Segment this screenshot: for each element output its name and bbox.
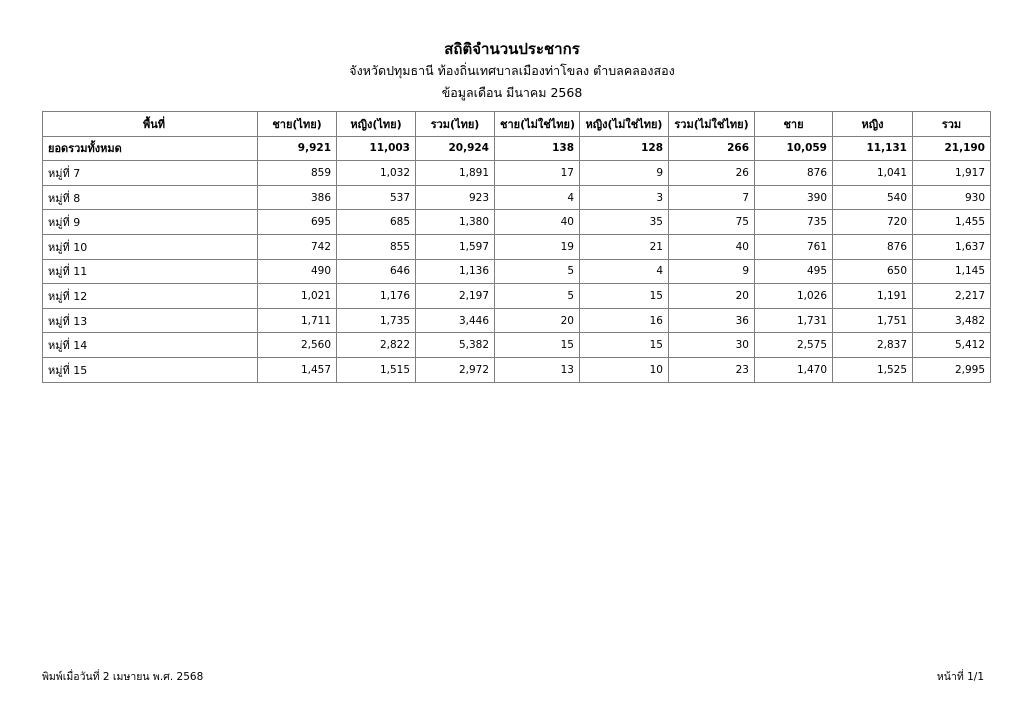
table-cell: 1,380 [416, 210, 495, 235]
column-header-female-nonthai: หญิง(ไม่ใช่ไทย) [580, 112, 669, 137]
table-row [43, 333, 991, 358]
table-cell: 1,455 [913, 210, 991, 235]
table-cell: 30 [669, 333, 755, 358]
table-cell: 1,457 [258, 357, 337, 382]
table-cell: 19 [495, 234, 580, 259]
table-cell: 7 [669, 185, 755, 210]
table-cell: 1,470 [755, 357, 833, 382]
table-cell: 1,597 [416, 234, 495, 259]
total-label: ยอดรวมทั้งหมด [43, 136, 258, 161]
total-row [43, 136, 991, 161]
table-cell: 1,515 [337, 357, 416, 382]
column-header-male-nonthai: ชาย(ไม่ใช่ไทย) [495, 112, 580, 137]
table-cell: 20 [495, 308, 580, 333]
table-cell: 1,525 [833, 357, 913, 382]
table-cell: 5 [495, 284, 580, 309]
table-cell: 2,972 [416, 357, 495, 382]
table-cell: 1,735 [337, 308, 416, 333]
table-cell: 15 [495, 333, 580, 358]
table-cell: 923 [416, 185, 495, 210]
table-cell: 26 [669, 161, 755, 186]
table-cell: 1,637 [913, 234, 991, 259]
table-cell: 40 [669, 234, 755, 259]
table-cell: 75 [669, 210, 755, 235]
table-cell: 36 [669, 308, 755, 333]
table-cell: 930 [913, 185, 991, 210]
table-cell: 1,041 [833, 161, 913, 186]
table-cell: 2,995 [913, 357, 991, 382]
table-cell: 720 [833, 210, 913, 235]
table-cell: 490 [258, 259, 337, 284]
table-cell: 11,003 [337, 136, 416, 161]
table-cell: 35 [580, 210, 669, 235]
table-cell: 20 [669, 284, 755, 309]
table-cell: 16 [580, 308, 669, 333]
location-subtitle: จังหวัดปทุมธานี ท้องถิ่นเทศบาลเมืองท่าโขลง ตำบลคลองสอง [349, 63, 675, 78]
table-cell: 2,575 [755, 333, 833, 358]
table-cell: 390 [755, 185, 833, 210]
table-cell: 10 [580, 357, 669, 382]
table-cell: 761 [755, 234, 833, 259]
period-subtitle: ข้อมูลเดือน มีนาคม 2568 [441, 85, 583, 100]
table-cell: 5,382 [416, 333, 495, 358]
table-cell: 13 [495, 357, 580, 382]
table-cell: 23 [669, 357, 755, 382]
table-cell: 1,711 [258, 308, 337, 333]
table-cell: 1,026 [755, 284, 833, 309]
table-header-row [43, 112, 991, 137]
table-cell: 9 [669, 259, 755, 284]
table-row [43, 210, 991, 235]
table-row [43, 185, 991, 210]
table-cell: 138 [495, 136, 580, 161]
table-cell: 876 [833, 234, 913, 259]
table-cell: 855 [337, 234, 416, 259]
table-cell: 3 [580, 185, 669, 210]
table-cell: 1,032 [337, 161, 416, 186]
table-row [43, 234, 991, 259]
table-cell: 1,145 [913, 259, 991, 284]
page-number: หน้าที่ 1/1 [936, 671, 984, 683]
table-cell: 21 [580, 234, 669, 259]
column-header-total-thai: รวม(ไทย) [416, 112, 495, 137]
area-label: หมู่ที่ 15 [43, 357, 258, 382]
page-header [0, 38, 1024, 104]
area-label: หมู่ที่ 7 [43, 161, 258, 186]
table-cell: 540 [833, 185, 913, 210]
table-cell: 1,751 [833, 308, 913, 333]
table-cell: 1,191 [833, 284, 913, 309]
table-row [43, 284, 991, 309]
table-cell: 685 [337, 210, 416, 235]
table-cell: 2,822 [337, 333, 416, 358]
table-cell: 10,059 [755, 136, 833, 161]
table-cell: 4 [580, 259, 669, 284]
area-label: หมู่ที่ 13 [43, 308, 258, 333]
table-cell: 11,131 [833, 136, 913, 161]
area-label: หมู่ที่ 11 [43, 259, 258, 284]
table-cell: 735 [755, 210, 833, 235]
table-cell: 20,924 [416, 136, 495, 161]
table-cell: 21,190 [913, 136, 991, 161]
area-label: หมู่ที่ 12 [43, 284, 258, 309]
population-table [42, 111, 991, 383]
table-cell: 646 [337, 259, 416, 284]
table-cell: 1,021 [258, 284, 337, 309]
table-cell: 1,917 [913, 161, 991, 186]
table-cell: 9,921 [258, 136, 337, 161]
area-label: หมู่ที่ 10 [43, 234, 258, 259]
table-cell: 2,837 [833, 333, 913, 358]
column-header-area: พื้นที่ [43, 112, 258, 137]
table-cell: 128 [580, 136, 669, 161]
table-cell: 1,731 [755, 308, 833, 333]
table-cell: 1,891 [416, 161, 495, 186]
table-cell: 2,197 [416, 284, 495, 309]
table-cell: 650 [833, 259, 913, 284]
print-date: พิมพ์เมื่อวันที่ 2 เมษายน พ.ศ. 2568 [42, 671, 204, 683]
table-cell: 386 [258, 185, 337, 210]
table-cell: 695 [258, 210, 337, 235]
column-header-male: ชาย [755, 112, 833, 137]
page-title: สถิติจำนวนประชากร [444, 40, 580, 58]
table-cell: 266 [669, 136, 755, 161]
table-cell: 17 [495, 161, 580, 186]
table-cell: 537 [337, 185, 416, 210]
table-cell: 2,217 [913, 284, 991, 309]
table-cell: 1,136 [416, 259, 495, 284]
column-header-total-nonthai: รวม(ไม่ใช่ไทย) [669, 112, 755, 137]
table-cell: 3,482 [913, 308, 991, 333]
table-cell: 2,560 [258, 333, 337, 358]
table-row [43, 259, 991, 284]
table-cell: 859 [258, 161, 337, 186]
table-cell: 3,446 [416, 308, 495, 333]
area-label: หมู่ที่ 8 [43, 185, 258, 210]
table-cell: 15 [580, 333, 669, 358]
table-cell: 742 [258, 234, 337, 259]
table-cell: 40 [495, 210, 580, 235]
column-header-female-thai: หญิง(ไทย) [337, 112, 416, 137]
column-header-female: หญิง [833, 112, 913, 137]
table-cell: 876 [755, 161, 833, 186]
table-cell: 495 [755, 259, 833, 284]
area-label: หมู่ที่ 9 [43, 210, 258, 235]
column-header-total: รวม [913, 112, 991, 137]
table-row [43, 308, 991, 333]
table-row [43, 161, 991, 186]
table-cell: 15 [580, 284, 669, 309]
column-header-male-thai: ชาย(ไทย) [258, 112, 337, 137]
area-label: หมู่ที่ 14 [43, 333, 258, 358]
table-cell: 5,412 [913, 333, 991, 358]
table-cell: 5 [495, 259, 580, 284]
table-cell: 1,176 [337, 284, 416, 309]
table-row [43, 357, 991, 382]
table-cell: 4 [495, 185, 580, 210]
table-cell: 9 [580, 161, 669, 186]
